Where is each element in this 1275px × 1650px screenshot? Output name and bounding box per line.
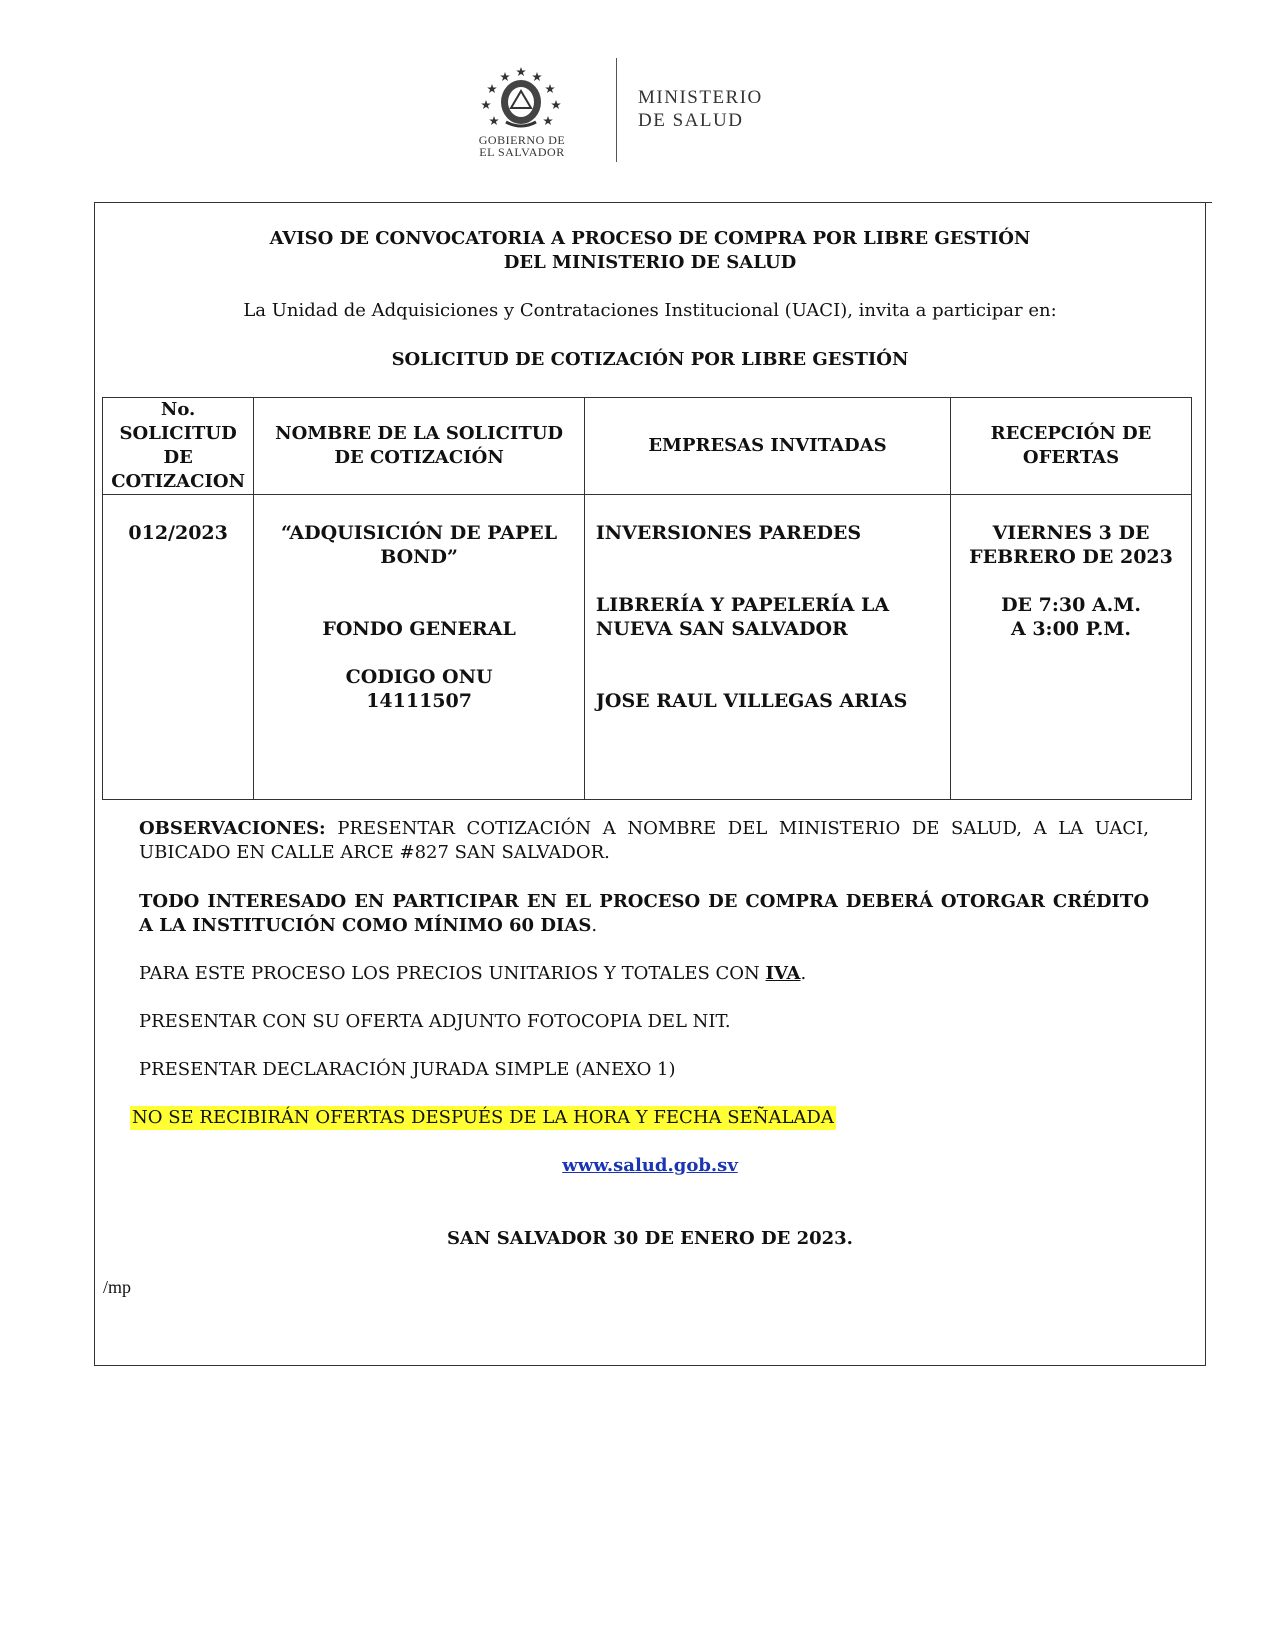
website-line — [95, 1154, 1205, 1178]
intro-text: La Unidad de Adquisiciones y Contrataciones Institucional (UACI), invita a participar en: — [243, 300, 1057, 321]
codigo-value: 14111507 — [366, 690, 472, 712]
empresa-item: INVERSIONES PAREDES — [595, 522, 862, 544]
hora-line-1: DE 7:30 A.M. — [1001, 594, 1141, 616]
header-nombre: NOMBRE DE LA SOLICITUD DE COTIZACIÓN — [254, 398, 585, 495]
coat-of-arms-icon — [470, 64, 572, 134]
aviso-highlight: NO SE RECIBIRÁN OFERTAS DESPUÉS DE LA HORA Y FECHA SEÑALADA — [132, 1107, 834, 1128]
fondo-label: FONDO GENERAL — [322, 618, 516, 640]
table-row — [103, 495, 1192, 800]
website-link[interactable]: www.salud.gob.sv — [562, 1155, 738, 1176]
codigo-label: CODIGO ONU — [345, 666, 493, 688]
nit-paragraph: PRESENTAR CON SU OFERTA ADJUNTO FOTOCOPIA DEL NIT. — [139, 1011, 731, 1032]
declaracion-paragraph: PRESENTAR DECLARACIÓN JURADA SIMPLE (ANEXO 1) — [139, 1059, 676, 1080]
fecha-line-2: FEBRERO DE 2023 — [969, 546, 1173, 568]
iva-text: IVA — [765, 963, 801, 984]
document-title-line-1: AVISO DE CONVOCATORIA A PROCESO DE COMPRA POR LIBRE GESTIÓN — [269, 228, 1031, 249]
solicitud-table — [102, 397, 1192, 800]
document-title-line-2: DEL MINISTERIO DE SALUD — [503, 252, 797, 273]
cell-recepcion — [951, 495, 1192, 800]
empresa-item: LIBRERÍA Y PAPELERÍA LA NUEVA SAN SALVADOR — [595, 594, 890, 640]
ministerio-line-1: MINISTERIO — [638, 87, 763, 108]
solicitud-numero: 012/2023 — [128, 522, 228, 544]
fecha-line-1: VIERNES 3 DE — [992, 522, 1150, 544]
cell-numero — [103, 495, 254, 800]
document-subtitle: SOLICITUD DE COTIZACIÓN POR LIBRE GESTIÓN — [391, 349, 909, 370]
precios-text: PARA ESTE PROCESO LOS PRECIOS UNITARIOS Y TOTALES CON — [139, 963, 766, 984]
observaciones-label: OBSERVACIONES: — [139, 818, 326, 839]
document-frame — [94, 202, 1206, 1366]
observaciones-text: PRESENTAR COTIZACIÓN A NOMBRE DEL MINISTERIO DE SALUD, A LA UACI, UBICADO EN CALLE ARCE #827 SAN SALVADOR. — [139, 818, 1149, 863]
solicitud-nombre: “ADQUISICIÓN DE PAPEL BOND” — [281, 522, 558, 568]
cell-empresas — [584, 495, 950, 800]
credito-text: TODO INTERESADO EN PARTICIPAR EN EL PROCESO DE COMPRA DEBERÁ OTORGAR CRÉDITO A LA INSTITUCIÓN COMO MÍNIMO 60 DIAS — [139, 891, 1149, 936]
cell-nombre — [254, 495, 585, 800]
gobierno-line-1: GOBIERNO DE — [478, 133, 566, 147]
header-numero: No. SOLICITUD DE COTIZACION — [103, 398, 254, 495]
credito-paragraph — [139, 890, 1149, 938]
initials: /mp — [103, 1277, 132, 1297]
ministerio-line-2: DE SALUD — [638, 110, 744, 131]
observaciones-paragraph — [139, 817, 1149, 865]
gobierno-line-2: EL SALVADOR — [479, 145, 565, 159]
header-recepcion: RECEPCIÓN DE OFERTAS — [951, 398, 1192, 495]
letterhead — [470, 56, 810, 162]
table-header-row — [103, 398, 1192, 495]
credito-period: . — [591, 915, 598, 936]
precios-period: . — [800, 963, 807, 984]
precios-paragraph — [139, 962, 1149, 986]
empresa-item: JOSE RAUL VILLEGAS ARIAS — [595, 690, 908, 712]
header-divider — [616, 58, 617, 162]
document-date: SAN SALVADOR 30 DE ENERO DE 2023. — [447, 1228, 853, 1249]
header-empresas: EMPRESAS INVITADAS — [584, 398, 950, 495]
hora-line-2: A 3:00 P.M. — [1010, 618, 1132, 640]
